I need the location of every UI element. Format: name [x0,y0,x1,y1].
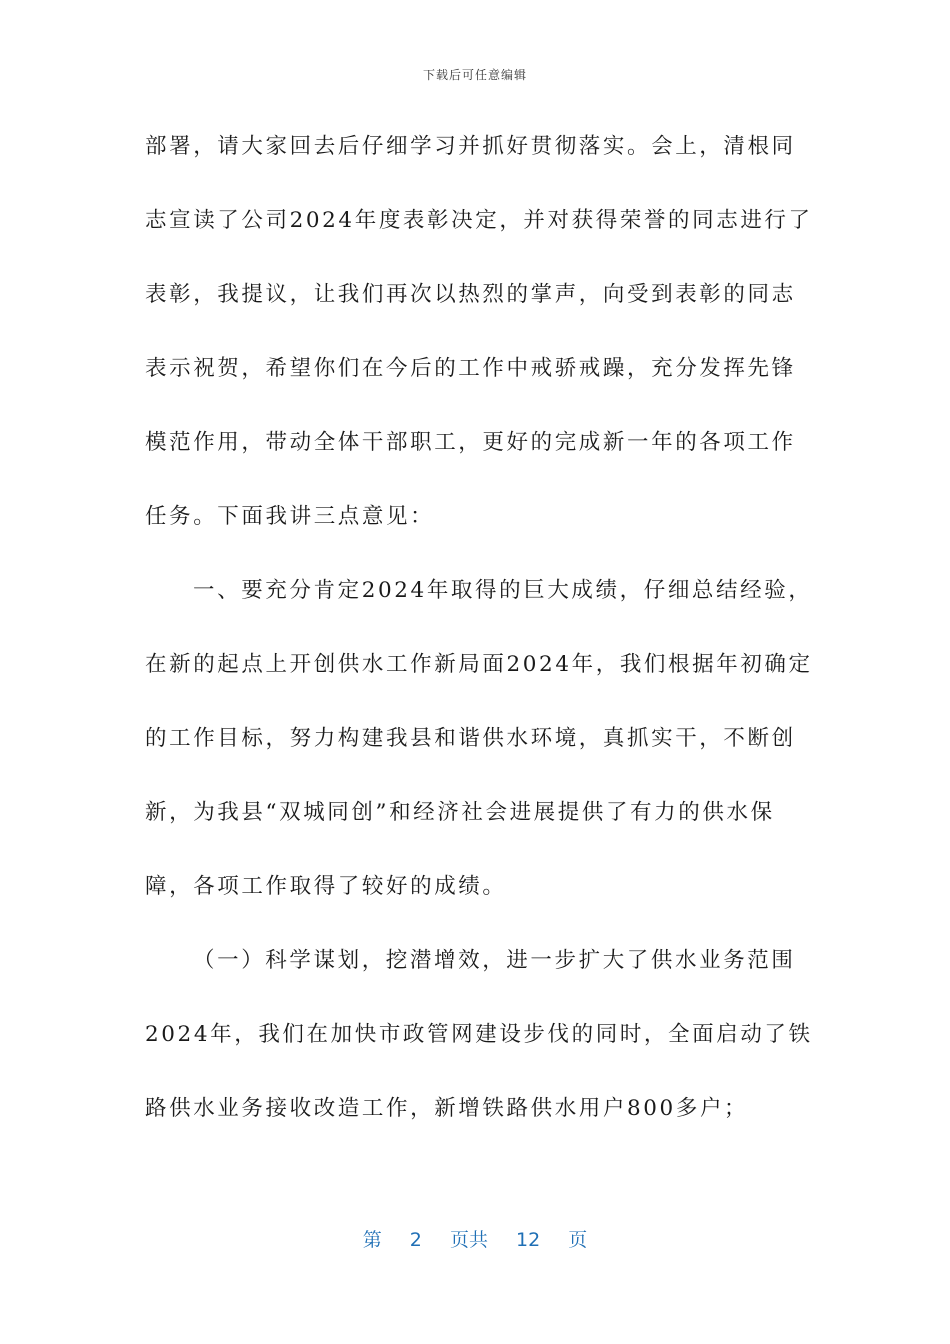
paragraph-line: 新，为我县“双城同创”和经济社会进展提供了有力的供水保 [145,800,775,825]
paragraph-line: 志宣读了公司2024年度表彰决定，并对获得荣誉的同志进行了 [145,208,813,233]
section-heading-line: 一、要充分肯定2024年取得的巨大成绩，仔细总结经验， [193,578,813,603]
paragraph-line: 在新的起点上开创供水工作新局面2024年，我们根据年初确定 [145,652,813,677]
total-pages-number: 12 [516,1229,541,1251]
header-note: 下载后可任意编辑 [422,68,527,82]
paragraph-line: 模范作用，带动全体干部职工，更好的完成新一年的各项工作 [145,430,796,455]
body-text [145,128,813,1164]
paragraph-line: 表示祝贺，希望你们在今后的工作中戒骄戒躁，充分发挥先锋 [145,356,796,381]
page-number-footer [0,1225,950,1252]
current-page-number: 2 [409,1229,422,1251]
paragraph-line: 2024年，我们在加快市政管网建设步伐的同时，全面启动了铁 [145,1022,813,1047]
footer-prefix: 第 [362,1229,382,1251]
footer-suffix: 页 [568,1229,588,1251]
paragraph-line: 部署，请大家回去后仔细学习并抓好贯彻落实。会上，清根同 [145,134,796,159]
paragraph-line: 的工作目标，努力构建我县和谐供水环境，真抓实干，不断创 [145,726,796,751]
paragraph-line: 表彰，我提议，让我们再次以热烈的掌声，向受到表彰的同志 [145,282,796,307]
subsection-heading-line: （一）科学谋划，挖潜增效，进一步扩大了供水业务范围 [193,948,796,973]
footer-middle: 页共 [449,1229,488,1251]
paragraph-line: 任务。下面我讲三点意见： [145,504,435,529]
paragraph-line: 障，各项工作取得了较好的成绩。 [145,874,507,899]
paragraph-line: 路供水业务接收改造工作，新增铁路供水用户800多户； [145,1096,749,1121]
